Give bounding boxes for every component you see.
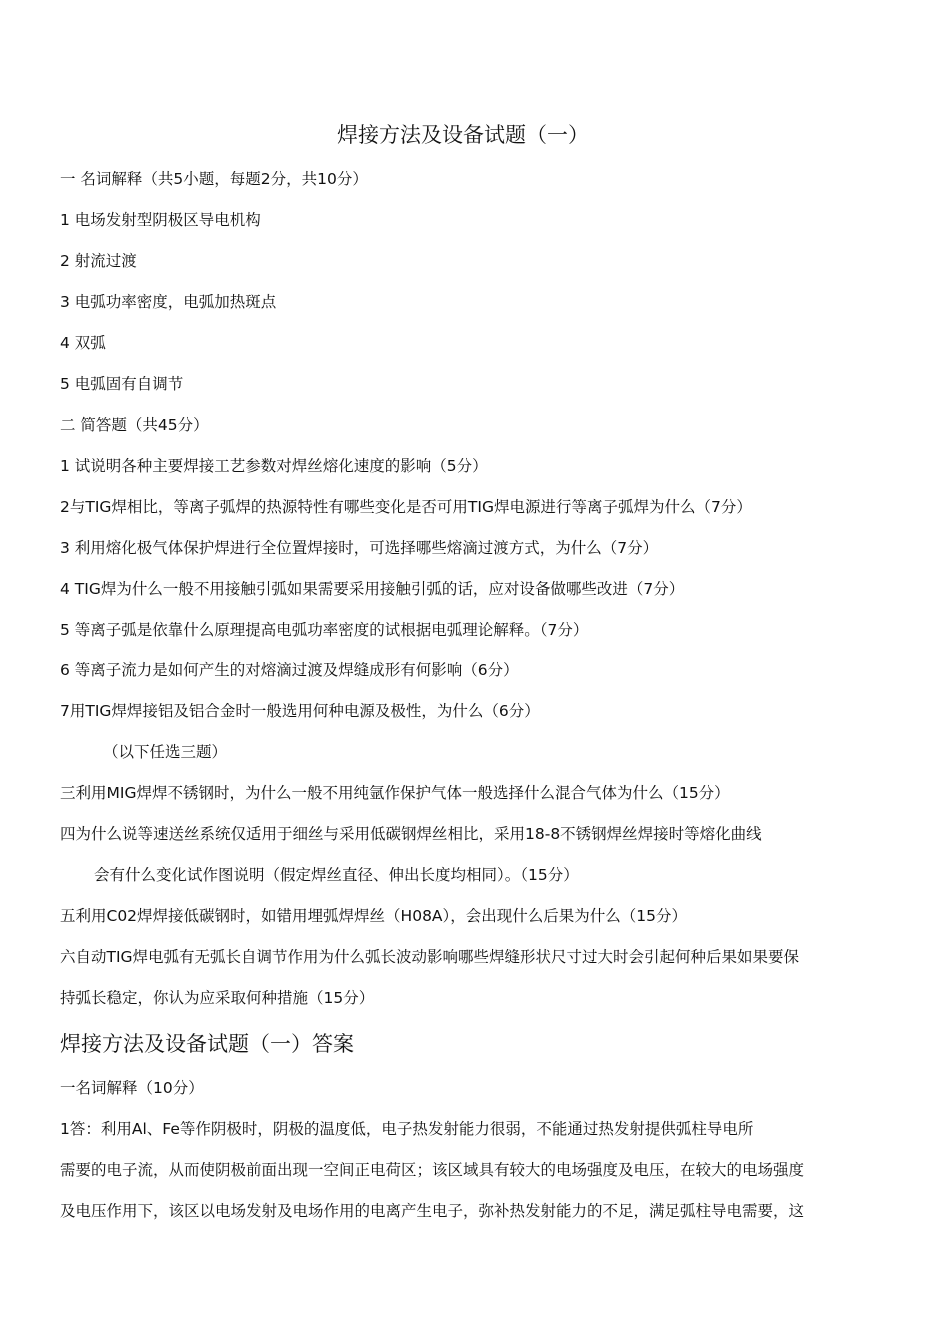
section-2-heading: 二 简答题（共45分） [60, 416, 209, 434]
section-1-heading: 一 名词解释（共5小题，每题2分，共10分） [60, 170, 368, 188]
answers-subheading: 一名词解释（10分） [60, 1079, 204, 1097]
section-2-item: 1 试说明各种主要焊接工艺参数对焊丝熔化速度的影响（5分） [60, 457, 488, 475]
answer-line: 需要的电子流，从而使阴极前面出现一空间正电荷区；该区域具有较大的电场强度及电压，在较大的电场强度 [60, 1161, 805, 1179]
section-4-question-line: 会有什么变化试作图说明（假定焊丝直径、伸出长度均相同）。（15分） [94, 866, 579, 884]
section-2-item: 7用TIG焊焊接铝及铝合金时一般选用何种电源及极性，为什么（6分） [60, 702, 540, 720]
section-2-item: 2与TIG焊相比，等离子弧焊的热源特性有哪些变化是否可用TIG焊电源进行等离子弧焊为什么（7分） [60, 498, 752, 516]
section-5-question: 五利用C02焊焊接低碳钢时，如错用埋弧焊焊丝（H08A），会出现什么后果为什么（15分） [60, 907, 688, 925]
optional-note: （以下任选三题） [103, 743, 228, 761]
answers-heading: 焊接方法及设备试题（一）答案 [60, 1032, 354, 1056]
section-6-question-line: 持弧长稳定，你认为应采取何种措施（15分） [60, 989, 375, 1007]
answer-line: 及电压作用下，该区以电场发射及电场作用的电离产生电子，弥补热发射能力的不足，满足弧柱导电需要，这 [60, 1202, 805, 1220]
page-title: 焊接方法及设备试题（一） [337, 123, 589, 147]
section-2-item: 5 等离子弧是依靠什么原理提高电弧功率密度的试根据电弧理论解释。（7分） [60, 621, 589, 639]
section-6-question-line: 六自动TIG焊电弧有无弧长自调节作用为什么弧长波动影响哪些焊缝形状尺寸过大时会引起何种后果如果要保 [60, 948, 800, 966]
section-1-item: 1 电场发射型阴极区导电机构 [60, 211, 261, 229]
section-1-item: 4 双弧 [60, 334, 106, 352]
section-2-item: 3 利用熔化极气体保护焊进行全位置焊接时，可选择哪些熔滴过渡方式，为什么（7分） [60, 539, 659, 557]
section-1-item: 2 射流过渡 [60, 252, 137, 270]
section-2-item: 6 等离子流力是如何产生的对熔滴过渡及焊缝成形有何影响（6分） [60, 661, 519, 679]
answer-line: 1答：利用Al、Fe等作阴极时，阴极的温度低，电子热发射能力很弱，不能通过热发射提供弧柱导电所 [60, 1120, 754, 1138]
section-1-item: 5 电弧固有自调节 [60, 375, 184, 393]
section-1-item: 3 电弧功率密度，电弧加热斑点 [60, 293, 277, 311]
section-4-question-line: 四为什么说等速送丝系统仅适用于细丝与采用低碳钢焊丝相比，采用18-8不锈钢焊丝焊接时等熔化曲线 [60, 825, 762, 843]
section-2-item: 4 TIG焊为什么一般不用接触引弧如果需要采用接触引弧的话，应对设备做哪些改进（7分） [60, 580, 685, 598]
section-3-question: 三利用MIG焊焊不锈钢时，为什么一般不用纯氩作保护气体一般选择什么混合气体为什么（15分） [60, 784, 730, 802]
